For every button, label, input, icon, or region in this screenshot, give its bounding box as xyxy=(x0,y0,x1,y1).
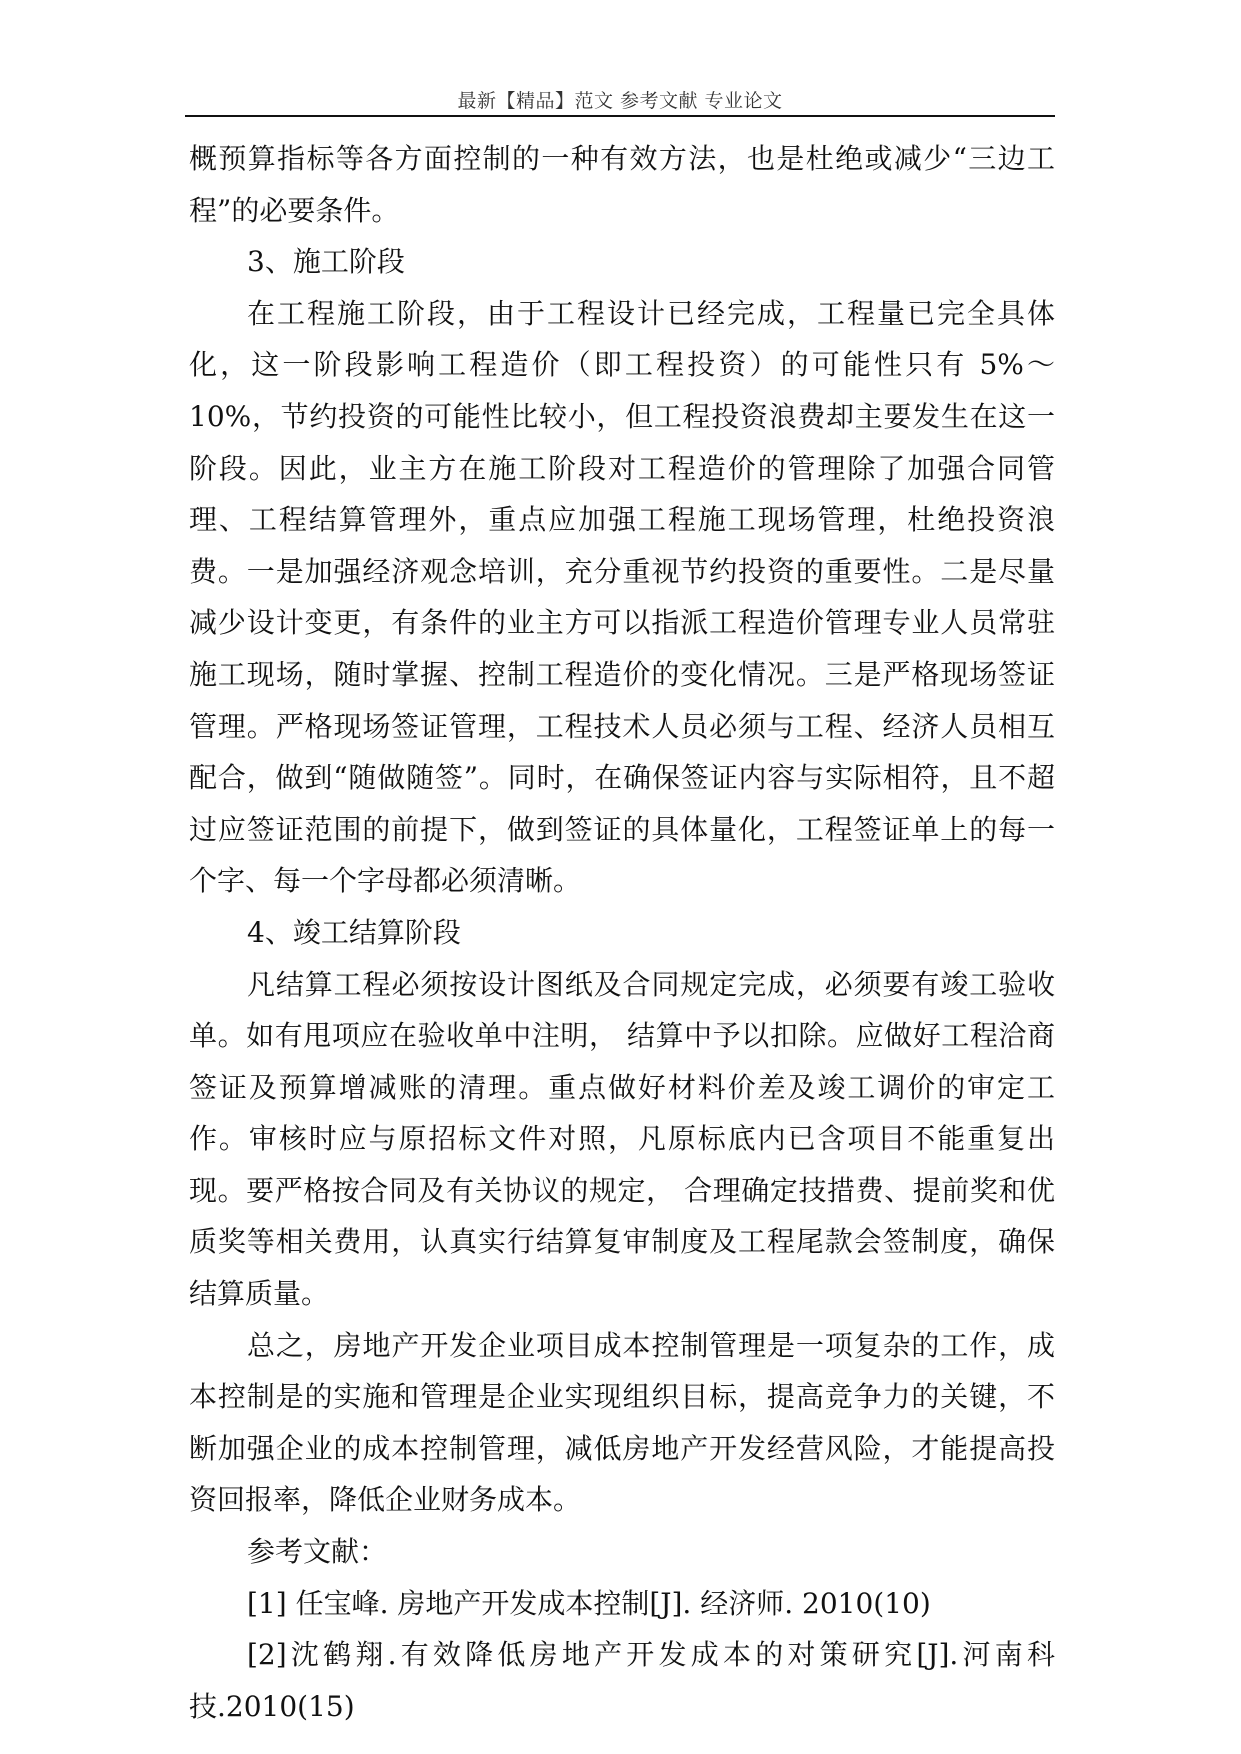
section-heading-settlement-stage: 4、竣工结算阶段 xyxy=(247,915,461,949)
reference-item-2: [2]沈鹤翔.有效降低房地产开发成本的对策研究[J].河南科技.2010(15) xyxy=(189,1638,1055,1723)
section-heading-construction-stage: 3、施工阶段 xyxy=(247,245,405,279)
reference-item-1: [1] 任宝峰. 房地产开发成本控制[J]. 经济师. 2010(10) xyxy=(247,1586,931,1620)
paragraph-settlement-stage: 凡结算工程必须按设计图纸及合同规定完成，必须要有竣工验收单。如有甩项应在验收单中注明， 结算中予以扣除。应做好工程洽商签证及预算增减账的清理。重点做好材料价差及竣工调价的审定工作。审核时应与原招标文件对照，凡原标底内已含项目不能重复出现。要严格按合同及有关协议的规定， 合理确定技措费、提前奖和优质奖等相关费用，认真实行结算复审制度及工程尾款会签制度，确保结算质量。 xyxy=(189,967,1055,1311)
paragraph-continuation: 概预算指标等各方面控制的一种有效方法，也是杜绝或减少“三边工程”的必要条件。 xyxy=(189,142,1055,227)
references-heading: 参考文献： xyxy=(247,1535,388,1569)
header-divider xyxy=(185,115,1055,117)
paragraph-construction-stage: 在工程施工阶段，由于工程设计已经完成，工程量已完全具体化，这一阶段影响工程造价（即工程投资）的可能性只有 5%～10%，节约投资的可能性比较小，但工程投资浪费却主要发生在这一阶段。因此，业主方在施工阶段对工程造价的管理除了加强合同管理、工程结算管理外，重点应加强工程施工现场管理，杜绝投资浪费。一是加强经济观念培训，充分重视节约投资的重要性。二是尽量减少设计变更，有条件的业主方可以指派工程造价管理专业人员常驻施工现场，随时掌握、控制工程造价的变化情况。三是严格现场签证管理。严格现场签证管理，工程技术人员必须与工程、经济人员相互配合，做到“随做随签”。同时，在确保签证内容与实际相符，且不超过应签证范围的前提下，做到签证的具体量化，工程签证单上的每一个字、每一个字母都必须清晰。 xyxy=(189,296,1055,898)
page-header: 最新【精品】范文 参考文献 专业论文 xyxy=(457,90,783,112)
paragraph-conclusion: 总之，房地产开发企业项目成本控制管理是一项复杂的工作，成本控制是的实施和管理是企业实现组织目标，提高竞争力的关键，不断加强企业的成本控制管理，减低房地产开发经营风险，才能提高投资回报率，降低企业财务成本。 xyxy=(189,1328,1055,1517)
document-body xyxy=(189,133,1055,1732)
